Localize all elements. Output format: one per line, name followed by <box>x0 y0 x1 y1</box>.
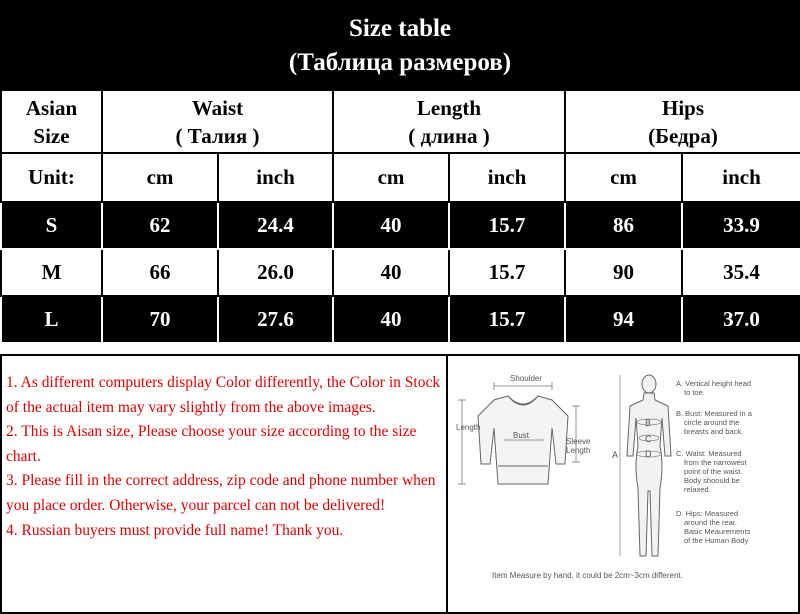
legend-b-line-1: B. Bust: Measured in a <box>676 409 752 418</box>
length-inch-cell: 15.7 <box>449 202 565 249</box>
size-cell: S <box>1 202 102 249</box>
unit-hips-cm: cm <box>565 153 682 202</box>
waist-inch-cell: 24.4 <box>218 202 333 249</box>
note-3: 3. Please fill in the correct address, zip code and phone number when you place order. Otherwise, your parcel can not be delivered! <box>6 472 436 514</box>
header-asian-size: Asian Size <box>1 90 102 153</box>
length-cm-cell: 40 <box>333 249 449 296</box>
measure-note: Item Measure by hand, it could be 2cm~3cm different. <box>492 571 683 580</box>
note-1: 1. As different computers display Color differently, the Color in Stock of the actual item may vary slightly from the above images. <box>6 374 441 416</box>
table-row <box>1 296 800 343</box>
legend-d-line-4: of the Human Body <box>684 536 749 545</box>
measurement-diagram <box>448 354 800 614</box>
unit-length-inch: inch <box>449 153 565 202</box>
legend-c-line-2: from the narrowest <box>684 458 747 467</box>
unit-waist-inch: inch <box>218 153 333 202</box>
title-line-2: (Таблица размеров) <box>288 49 512 76</box>
bust-label: Bust <box>513 431 530 440</box>
length-inch-cell: 15.7 <box>449 249 565 296</box>
shoulder-label: Shoulder <box>510 374 543 383</box>
note-4: 4. Russian buyers must provide full name! Thank you. <box>6 521 344 539</box>
legend-a-line-1: A. Vertical height head <box>676 379 752 388</box>
hips-inch-cell: 35.4 <box>682 249 800 296</box>
legend-c-line-3: point of the waist. <box>684 467 743 476</box>
waist-inch-cell: 27.6 <box>218 296 333 343</box>
header-length: Length ( длина ) <box>333 90 565 153</box>
size-table-title <box>0 0 800 89</box>
table-row <box>1 202 800 249</box>
legend-c-line-1: C. Waist: Measured <box>676 449 742 458</box>
waist-cm-cell: 62 <box>102 202 218 249</box>
size-table <box>0 89 800 344</box>
size-cell: L <box>1 296 102 343</box>
hips-inch-cell: 37.0 <box>682 296 800 343</box>
unit-length-cm: cm <box>333 153 449 202</box>
unit-hips-inch: inch <box>682 153 800 202</box>
letter-c: C <box>645 434 652 444</box>
length-cm-cell: 40 <box>333 202 449 249</box>
title-line-1: Size table <box>348 15 452 42</box>
waist-cm-cell: 66 <box>102 249 218 296</box>
header-hips: Hips (Бедра) <box>565 90 800 153</box>
waist-cm-cell: 70 <box>102 296 218 343</box>
table-row <box>1 249 800 296</box>
legend-d-line-2: around the rear. <box>684 518 737 527</box>
sleeve-label-line-1: Sleeve <box>566 437 591 446</box>
legend-b-line-2: circle around the <box>684 418 740 427</box>
hips-cm-cell: 86 <box>565 202 682 249</box>
note-2: 2. This is Aisan size, Please choose your size according to the size chart. <box>6 423 417 465</box>
sleeve-label-line-2: Length <box>566 446 591 455</box>
unit-row <box>1 153 800 202</box>
legend-c-line-4: Body shoould be <box>684 476 740 485</box>
legend-b-line-3: breasts and back. <box>684 427 744 436</box>
legend-d-line-3: Basic Meaurements <box>684 527 751 536</box>
size-cell: M <box>1 249 102 296</box>
waist-inch-cell: 26.0 <box>218 249 333 296</box>
letter-d: D <box>645 449 652 459</box>
legend-a-line-2: to toe. <box>684 388 705 397</box>
notes-panel <box>0 354 448 614</box>
hips-cm-cell: 94 <box>565 296 682 343</box>
letter-b: B <box>645 418 652 428</box>
body-figure-illustration <box>627 375 671 556</box>
length-label: Length <box>456 423 481 432</box>
legend-d-line-1: D. Hips: Measured <box>676 509 739 518</box>
letter-a: A <box>612 450 619 460</box>
length-inch-cell: 15.7 <box>449 296 565 343</box>
length-cm-cell: 40 <box>333 296 449 343</box>
hips-cm-cell: 90 <box>565 249 682 296</box>
measurement-legend <box>676 379 753 545</box>
legend-c-line-5: relaxed. <box>684 485 711 494</box>
header-row <box>1 90 800 153</box>
unit-label: Unit: <box>1 153 102 202</box>
hips-inch-cell: 33.9 <box>682 202 800 249</box>
unit-waist-cm: cm <box>102 153 218 202</box>
header-waist: Waist ( Талия ) <box>102 90 333 153</box>
